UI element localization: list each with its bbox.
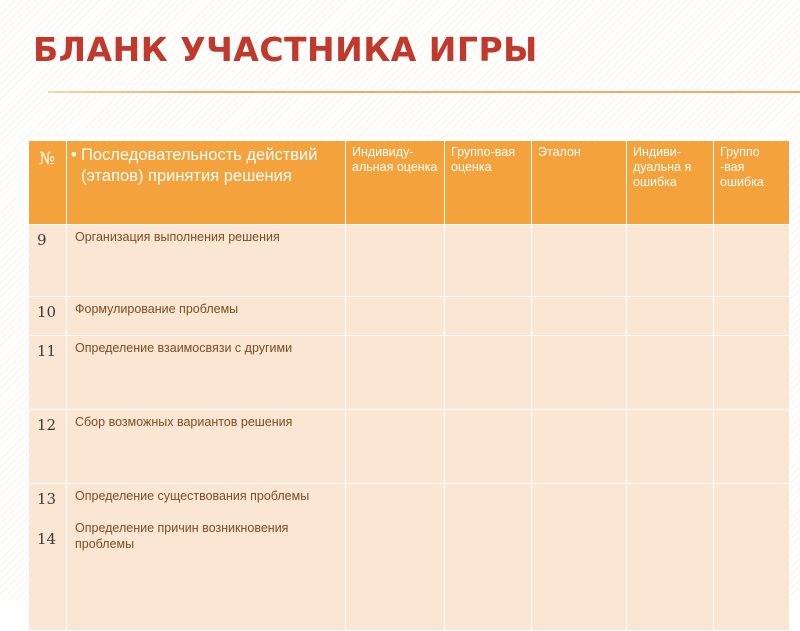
row-step: Определение причин возникновения проблемы <box>75 521 289 551</box>
row-number: 10 <box>29 297 67 336</box>
individual-error-cell[interactable] <box>627 484 714 631</box>
participant-form-table <box>28 140 790 631</box>
row-step: Определение существования проблемы <box>75 489 310 503</box>
table-row <box>29 297 790 336</box>
group-error-cell[interactable] <box>714 484 790 631</box>
row-number: 11 <box>29 336 67 410</box>
row-number: 9 <box>29 225 67 297</box>
group-score-cell[interactable] <box>445 410 532 484</box>
individual-score-cell[interactable] <box>346 297 445 336</box>
spacer <box>75 504 339 520</box>
row-number: 12 <box>29 410 67 484</box>
header-row <box>29 141 790 225</box>
row-step: Сбор возможных вариантов решения <box>67 410 346 484</box>
row-number: 13 <box>37 490 57 508</box>
header-number: № <box>29 141 67 225</box>
table-row <box>29 484 790 631</box>
row-step: Организация выполнения решения <box>67 225 346 297</box>
individual-error-cell[interactable] <box>627 336 714 410</box>
header-group-score: Группо-вая оценка <box>445 141 532 225</box>
etalon-cell[interactable] <box>532 225 627 297</box>
etalon-cell[interactable] <box>532 484 627 631</box>
header-etalon: Эталон <box>532 141 627 225</box>
individual-error-cell[interactable] <box>627 297 714 336</box>
table-row <box>29 410 790 484</box>
group-score-cell[interactable] <box>445 336 532 410</box>
row-step: Формулирование проблемы <box>67 297 346 336</box>
group-error-cell[interactable] <box>714 336 790 410</box>
group-error-cell[interactable] <box>714 225 790 297</box>
header-steps-label: Последовательность действий (этапов) принятия решения <box>81 146 318 185</box>
slide-title: БЛАНК УЧАСТНИКА ИГРЫ <box>33 30 538 69</box>
group-score-cell[interactable] <box>445 297 532 336</box>
bullet-marker: • <box>71 146 77 164</box>
individual-score-cell[interactable] <box>346 225 445 297</box>
individual-error-cell[interactable] <box>627 225 714 297</box>
header-individual-score: Индивиду-альная оценка <box>346 141 445 225</box>
row-step: Определение взаимосвязи с другими <box>67 336 346 410</box>
individual-score-cell[interactable] <box>346 336 445 410</box>
group-score-cell[interactable] <box>445 484 532 631</box>
group-error-cell[interactable] <box>714 297 790 336</box>
spacer <box>37 508 66 530</box>
header-individual-error: Индиви-дуальна я ошибка <box>627 141 714 225</box>
etalon-cell[interactable] <box>532 336 627 410</box>
table-row <box>29 225 790 297</box>
row-number: 14 <box>37 530 57 548</box>
individual-error-cell[interactable] <box>627 410 714 484</box>
etalon-cell[interactable] <box>532 297 627 336</box>
etalon-cell[interactable] <box>532 410 627 484</box>
individual-score-cell[interactable] <box>346 484 445 631</box>
group-score-cell[interactable] <box>445 225 532 297</box>
header-steps <box>67 141 346 225</box>
row-number-pair <box>29 484 67 631</box>
individual-score-cell[interactable] <box>346 410 445 484</box>
header-group-error: Группо -вая ошибка <box>714 141 790 225</box>
group-error-cell[interactable] <box>714 410 790 484</box>
table-row <box>29 336 790 410</box>
row-step-pair <box>67 484 346 631</box>
title-divider <box>48 91 800 93</box>
